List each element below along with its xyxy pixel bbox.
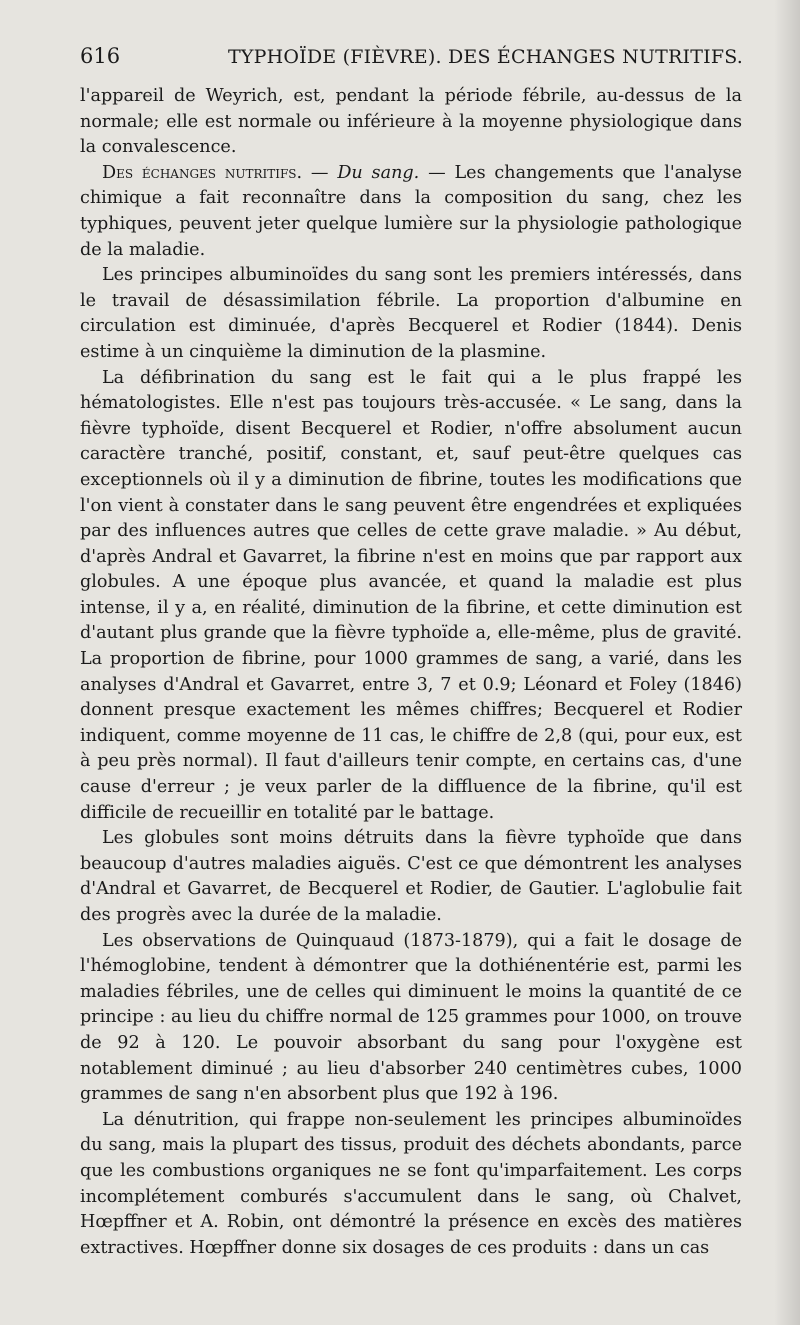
paragraph-3-text: Les principes albuminoïdes du sang sont les premiers intéressés, dans le travail de désassimilation fébrile. La proportion d'albumine en circulation est diminuée, d'après Becquerel et Rodier (1844). Denis estime à un cinquième la diminution de la plasmine.: [80, 265, 742, 362]
paragraph-5-text: Les globules sont moins détruits dans la fièvre typhoïde que dans beaucoup d'autres maladies aiguës. C'est ce que démontrent les analyses d'Andral et Gavarret, de Becquerel et Rodier, de Gautier. L'aglobulie fait des progrès avec la durée de la maladie.: [80, 828, 742, 925]
section-subheading: Du sang.: [337, 162, 420, 183]
paragraph-7: [80, 1108, 742, 1262]
paragraph-2: [80, 161, 742, 263]
body-text: [80, 84, 742, 1261]
paragraph-3: [80, 263, 742, 365]
running-head: TYPHOÏDE (FIÈVRE). DES ÉCHANGES NUTRITIFS.: [228, 46, 743, 68]
paragraph-1: [80, 84, 742, 161]
paragraph-2-text: Les changements que l'analyse chimique a fait reconnaître dans la composition du sang, chez les typhiques, peuvent jeter quelque lumière sur la physiologie pathologique de la maladie.: [80, 162, 742, 260]
paragraph-5: [80, 826, 742, 928]
heading-dash-1: —: [302, 162, 338, 183]
page-number: 616: [80, 44, 121, 68]
section-heading: Des échanges nutritifs.: [102, 162, 303, 183]
page-header: [80, 44, 742, 76]
paragraph-1-text: l'appareil de Weyrich, est, pendant la période fébrile, au-dessus de la normale; elle est normale ou inférieure à la moyenne physiologique dans la convalescence.: [80, 86, 742, 158]
paragraph-4: [80, 366, 742, 827]
paragraph-6-text: Les observations de Quinquaud (1873-1879), qui a fait le dosage de l'hémoglobine, tendent à démontrer que la dothiénentérie est, parmi les maladies fébriles, une de celles qui diminuent le moins la quantité de ce principe : au lieu du chiffre normal de 125 grammes pour 1000, on trouve de 92 à 120. Le pouvoir absorbant du sang pour l'oxygène est notablement diminué ; au lieu d'absorber 240 centimètres cubes, 1000 grammes de sang n'en absorbent plus que 192 à 196.: [80, 930, 742, 1105]
page-edge-shadow: [774, 0, 800, 1325]
paragraph-4-text: La défibrination du sang est le fait qui a le plus frappé les hématologistes. Elle n'est pas toujours très-accusée. « Le sang, dans la fièvre typhoïde, disent Becquerel et Rodier, n'offre absolument aucun caractère tranché, positif, constant, et, sauf peut-être quelques cas exceptionnels où il y a diminution de fibrine, toutes les modifications que l'on vient à constater dans le sang peuvent être engendrées et expliquées par des influences autres que celles de cette grave maladie. » Au début, d'après Andral et Gavarret, la fibrine n'est en moins que par rapport aux globules. A une époque plus avancée, et quand la maladie est plus intense, il y a, en réalité, diminution de la fibrine, et cette diminution est d'autant plus grande que la fièvre typhoïde a, elle-même, plus de gravité. La proportion de fibrine, pour 1000 grammes de sang, a varié, dans les analyses d'Andral et Gavarret, entre 3, 7 et 0.9; Léonard et Foley (1846) donnent presque exactement les mêmes chiffres; Becquerel et Rodier indiquent, comme moyenne de 11 cas, le chiffre de 2,8 (qui, pour eux, est à peu près normal). Il faut d'ailleurs tenir compte, en certains cas, d'une cause d'erreur ; je veux parler de la diffluence de la fibrine, qu'il est difficile de recueillir en totalité par le battage.: [80, 367, 742, 823]
paragraph-6: [80, 929, 742, 1108]
heading-dash-2: —: [419, 162, 455, 183]
paragraph-7-text: La dénutrition, qui frappe non-seulement les principes albuminoïdes du sang, mais la plupart des tissus, produit des déchets abondants, parce que les combustions organiques ne se font qu'imparfaitement. Les corps incomplétement comburés s'accumulent dans le sang, où Chalvet, Hœpffner et A. Robin, ont démontré la présence en excès des matières extractives. Hœpffner donne six dosages de ces produits : dans un cas: [80, 1109, 742, 1258]
